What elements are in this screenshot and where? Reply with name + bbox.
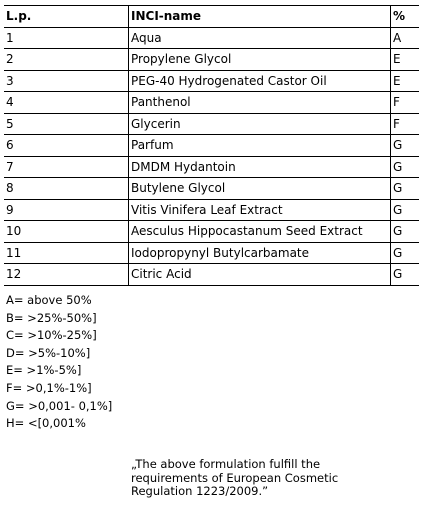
cell-inci-name: Aesculus Hippocastanum Seed Extract (129, 221, 391, 243)
inci-table (4, 5, 419, 286)
cell-percent: A (391, 27, 420, 49)
cell-lp: 4 (4, 92, 129, 114)
cell-inci-name: Propylene Glycol (129, 49, 391, 71)
table-row (4, 199, 419, 221)
table-row (4, 242, 419, 264)
cell-percent: G (391, 156, 420, 178)
cell-percent: G (391, 221, 420, 243)
percentage-legend (6, 292, 112, 433)
cell-lp: 2 (4, 49, 129, 71)
legend-item: G= >0,001- 0,1%] (6, 398, 113, 413)
regulation-statement: „The above formulation fulfill the requirements of European Cosmetic Regulation 1223/2009.” (131, 457, 339, 499)
table-row (4, 70, 419, 92)
header-lp: L.p. (4, 6, 129, 28)
table-row (4, 156, 419, 178)
cell-inci-name: PEG-40 Hydrogenated Castor Oil (129, 70, 391, 92)
cell-lp: 5 (4, 113, 129, 135)
cell-inci-name: Butylene Glycol (129, 178, 391, 200)
cell-lp: 3 (4, 70, 129, 92)
cell-inci-name: Iodopropynyl Butylcarbamate (129, 242, 391, 264)
header-inci-name: INCI-name (129, 6, 391, 28)
legend-item: B= >25%-50%] (6, 310, 97, 325)
table-row (4, 92, 419, 114)
cell-percent: E (391, 49, 420, 71)
cell-inci-name: Citric Acid (129, 264, 391, 286)
cell-percent: G (391, 242, 420, 264)
cell-lp: 1 (4, 27, 129, 49)
legend-item: E= >1%-5%] (6, 363, 82, 378)
cell-inci-name: DMDM Hydantoin (129, 156, 391, 178)
cell-percent: G (391, 135, 420, 157)
cell-percent: G (391, 178, 420, 200)
cell-lp: 12 (4, 264, 129, 286)
table-row (4, 178, 419, 200)
header-percent: % (391, 6, 420, 28)
cell-percent: F (391, 113, 420, 135)
cell-inci-name: Aqua (129, 27, 391, 49)
legend-item: D= >5%-10%] (6, 345, 91, 360)
legend-item: C= >10%-25%] (6, 328, 97, 343)
table-row (4, 264, 419, 286)
cell-inci-name: Vitis Vinifera Leaf Extract (129, 199, 391, 221)
cell-lp: 9 (4, 199, 129, 221)
cell-lp: 11 (4, 242, 129, 264)
table-row (4, 221, 419, 243)
cell-percent: E (391, 70, 420, 92)
cell-percent: G (391, 199, 420, 221)
cell-inci-name: Glycerin (129, 113, 391, 135)
cell-lp: 8 (4, 178, 129, 200)
table-header-row (4, 6, 419, 28)
cell-inci-name: Parfum (129, 135, 391, 157)
legend-item: A= above 50% (6, 293, 92, 307)
table-row (4, 27, 419, 49)
legend-item: H= <[0,001% (6, 416, 86, 431)
legend-item: F= >0,1%-1%] (6, 380, 92, 395)
cell-percent: F (391, 92, 420, 114)
cell-lp: 7 (4, 156, 129, 178)
cell-inci-name: Panthenol (129, 92, 391, 114)
cell-lp: 6 (4, 135, 129, 157)
table-row (4, 135, 419, 157)
cell-percent: G (391, 264, 420, 286)
cell-lp: 10 (4, 221, 129, 243)
table-row (4, 49, 419, 71)
table-row (4, 113, 419, 135)
